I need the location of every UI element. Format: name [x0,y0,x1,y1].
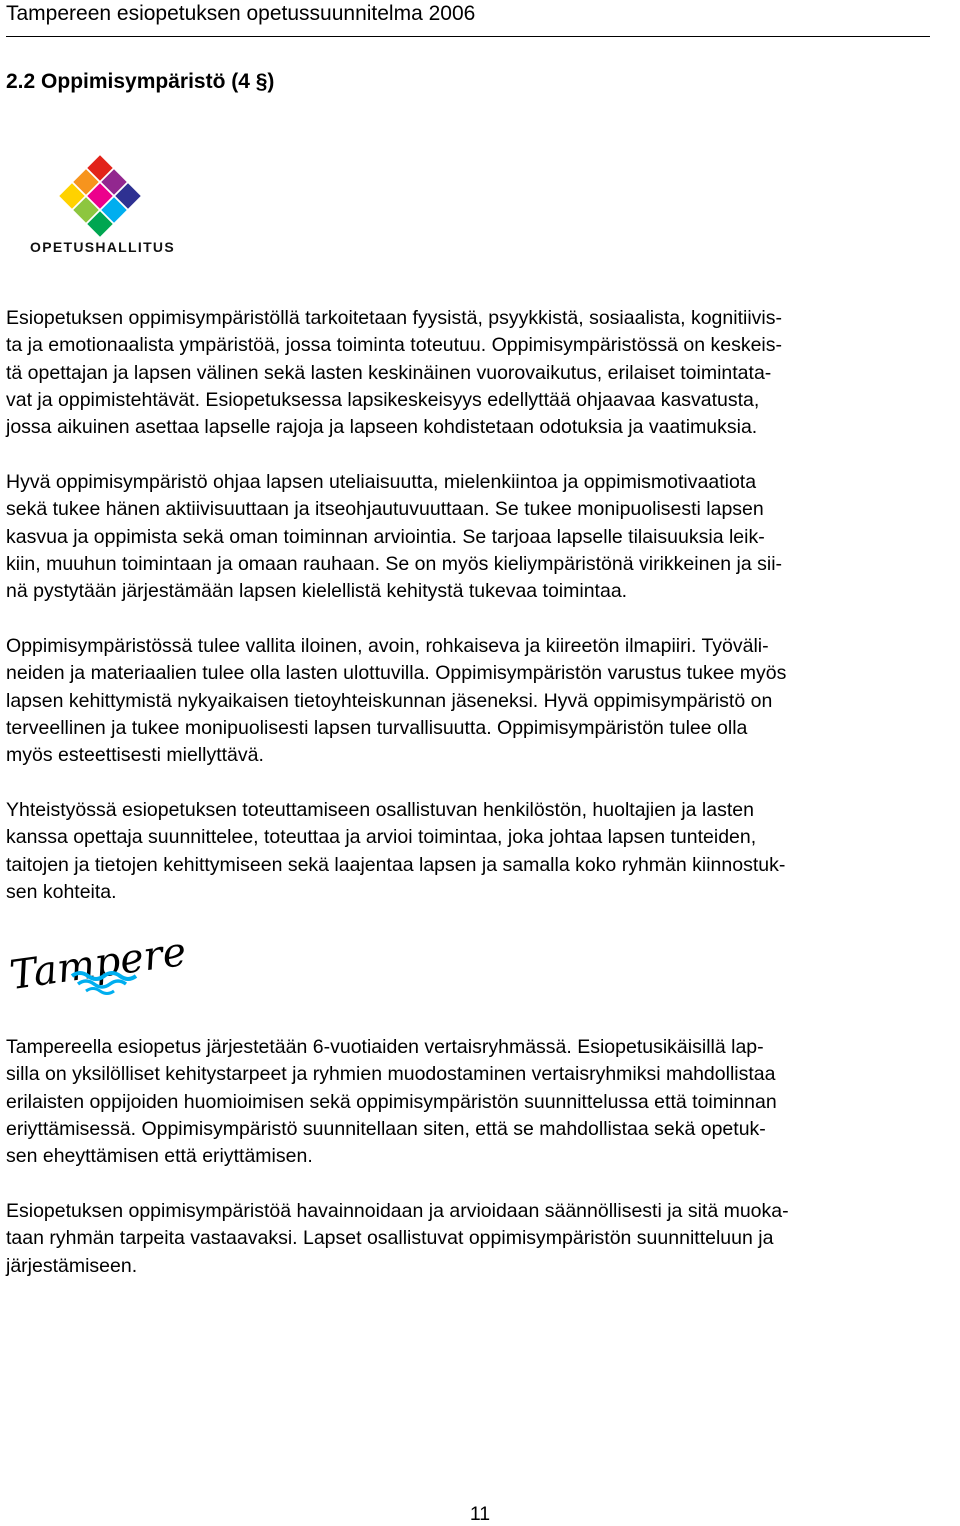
text-line: erilaisten oppijoiden huomioimisen sekä oppimisympäristön suunnittelussa että toiminnan [6,1090,777,1113]
text-line: Esiopetuksen oppimisympäristöllä tarkoitetaan fyysistä, psyykkistä, sosiaalista, kognitiivis- [6,307,782,329]
text-line: kanssa opettaja suunnittelee, toteuttaa ja arvioi toimintaa, joka johtaa lapsen tunteiden, [6,826,757,849]
document-title: Tampereen esiopetuksen opetussuunnitelma 2006 [6,2,476,25]
text-line: kiin, muuhun toimintaan ja omaan rauhaan. Se on myös kieliympäristönä virikkeinen ja sii- [6,552,783,575]
text-line: tä opettajan ja lapsen välinen sekä lasten keskinäinen vuorovaikutus, erilaiset toimintata- [6,361,772,384]
text-line: Hyvä oppimisympäristö ohjaa lapsen uteliaisuutta, mielenkiintoa ja oppimismotivaatiota [6,471,757,493]
paragraph-cooperation [6,797,956,906]
text-line: vat ja oppimistehtävät. Esiopetuksessa lapsikeskeisyys edellyttää ohjaavaa kasvatusta, [6,388,760,411]
logo-diamond-icon [59,155,140,236]
text-line: Yhteistyössä esiopetuksen toteuttamiseen osallistuvan henkilöstön, huoltajien ja lasten [6,799,754,821]
text-line: eriyttämisessä. Oppimisympäristö suunnitellaan siten, että se mahdollistaa sekä opetuk- [6,1117,766,1140]
svg-text:Tampere: Tampere [7,928,190,999]
paragraph-learning-environment-definition [6,305,956,441]
paragraph-good-environment [6,469,956,605]
text-line: myös esteettisesti miellyttävä. [6,744,264,767]
paragraph-atmosphere [6,633,956,769]
text-line: Tampereella esiopetus järjestetään 6-vuotiaiden vertaisryhmässä. Esiopetusikäisillä lap- [6,1036,764,1058]
paragraph-evaluation [6,1198,956,1280]
svg-text:OPETUSHALLITUS: OPETUSHALLITUS [30,239,175,255]
text-line: Oppimisympäristössä tulee vallita iloinen, avoin, rohkaiseva ja kiireetön ilmapiiri. Työväli- [6,635,769,657]
section-title: 2.2 Oppimisympäristö (4 §) [6,70,275,93]
opetushallitus-logo [28,158,178,258]
text-line: taitojen ja tietojen kehittymiseen sekä laajentaa lapsen ja samalla koko ryhmän kiinnostuk- [6,853,786,876]
page-number: 11 [469,1503,491,1525]
text-line: järjestämiseen. [6,1254,138,1277]
text-line: sen eheyttämisen että eriyttämisen. [6,1145,313,1168]
text-line: Esiopetuksen oppimisympäristöä havainnoidaan ja arvioidaan säännöllisesti ja sitä muoka- [6,1200,789,1222]
text-line: sen kohteita. [6,880,117,903]
text-line: nä pystytään järjestämään lapsen kielellistä kehitystä tukevaa toimintaa. [6,580,628,603]
paragraph-tampere-preschool [6,1034,956,1170]
text-line: terveellinen ja tukee monipuolisesti lapsen turvallisuutta. Oppimisympäristön tulee olla [6,716,748,739]
text-line: lapsen kehittymistä nykyaikaisen tietoyhteiskunnan jäseneksi. Hyvä oppimisympäristö on [6,689,773,712]
tampere-logo [6,928,190,1010]
text-line: silla on yksilölliset kehitystarpeet ja ryhmien muodostaminen vertaisryhmiksi mahdollistaa [6,1063,776,1086]
text-line: ta ja emotionaalista ympäristöä, jossa toiminta toteutuu. Oppimisympäristössä on keskeis- [6,334,783,357]
text-line: kasvua ja oppimista sekä oman toiminnan arviointia. Se tarjoaa lapselle tilaisuuksia leik- [6,525,765,548]
text-line: jossa aikuinen asettaa lapselle rajoja ja lapseen kohdistetaan odotuksia ja vaatimuksia. [6,416,758,439]
page-header [6,0,930,37]
text-line: taan ryhmän tarpeita vastaavaksi. Lapset osallistuvat oppimisympäristön suunnitteluun ja [6,1227,774,1250]
text-line: sekä tukee hänen aktiivisuuttaan ja itseohjautuvuuttaan. Se tukee monipuolisesti lapsen [6,498,764,521]
text-line: neiden ja materiaalien tulee olla lasten ulottuvilla. Oppimisympäristön varustus tukee myös [6,662,787,685]
